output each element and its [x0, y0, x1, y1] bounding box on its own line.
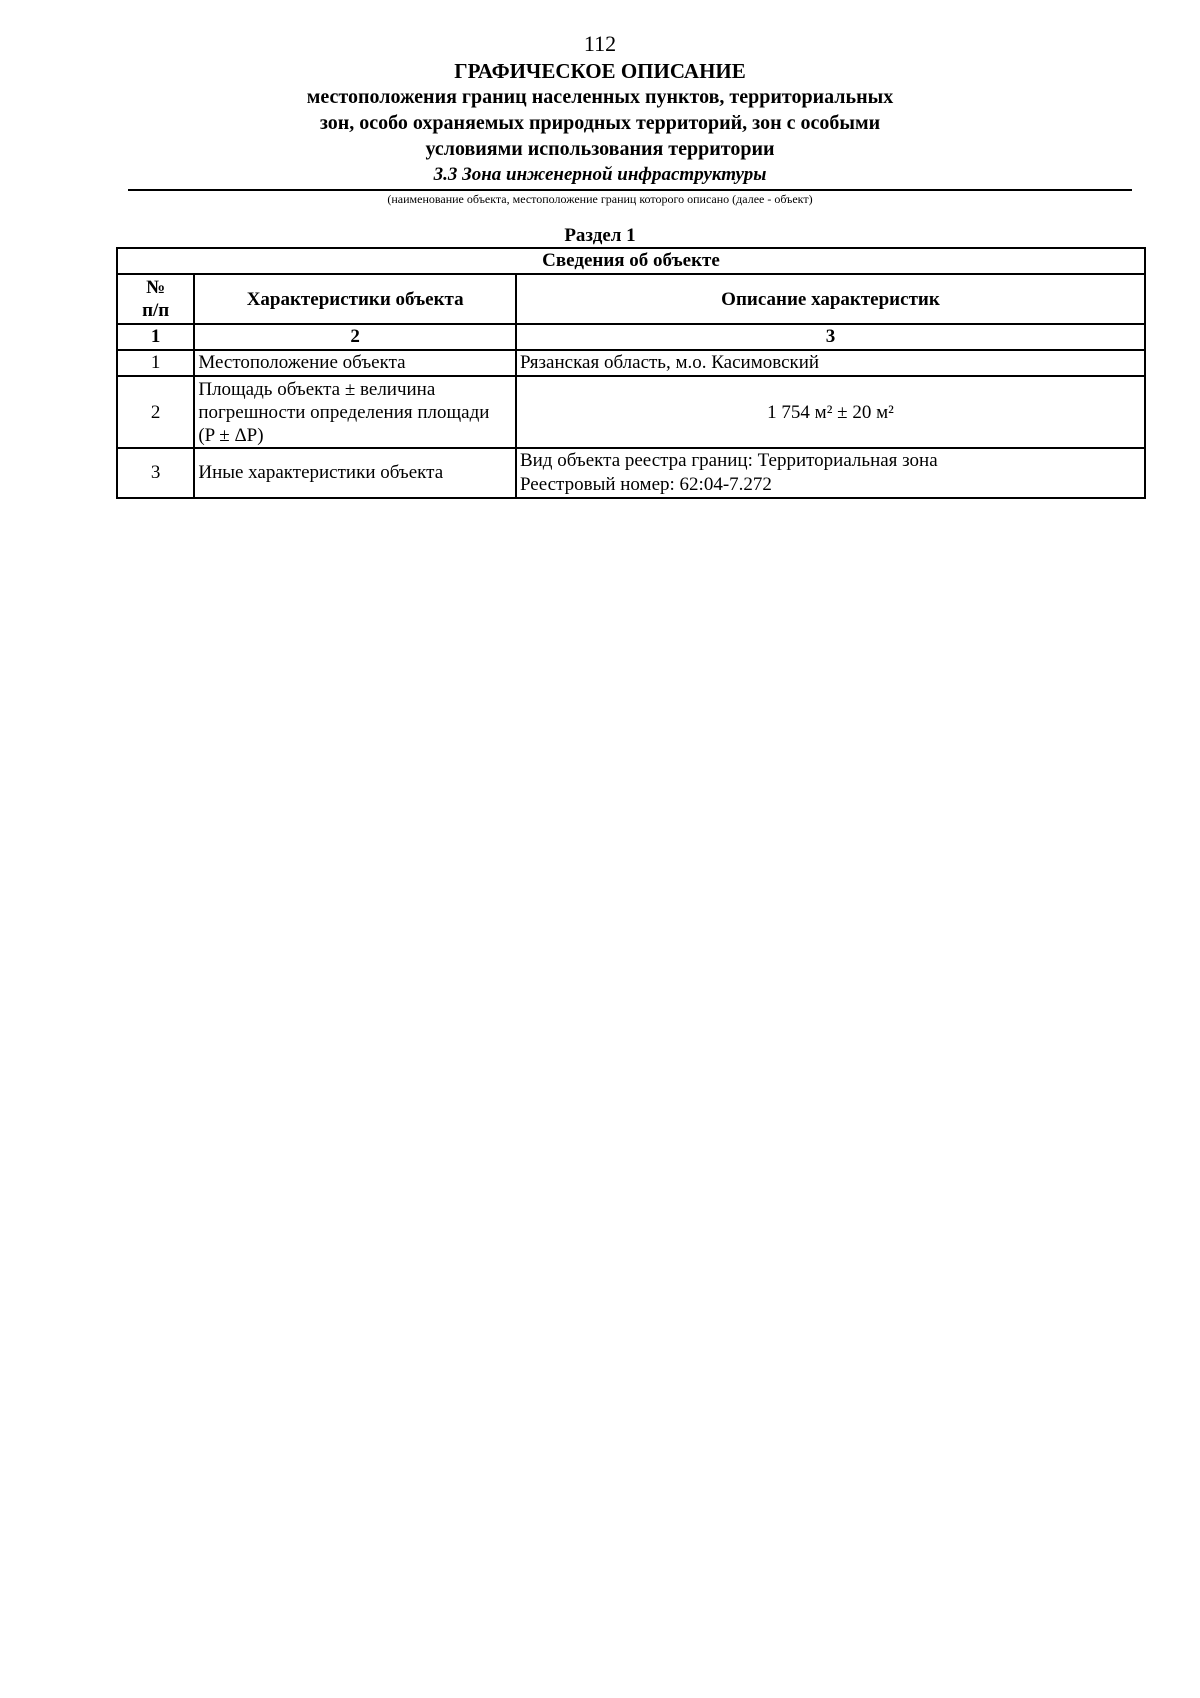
row-description-line: Реестровый номер: 62:04-7.272 [519, 474, 772, 495]
row-description: 1 754 м² ± 20 м² [516, 376, 1145, 448]
row-number: 1 [117, 350, 194, 376]
row-number: 2 [117, 376, 194, 448]
header-characteristics: Характеристики объекта [194, 274, 516, 324]
object-name-underline [128, 189, 1132, 191]
row-characteristic: Местоположение объекта [194, 350, 516, 376]
row-description-line: Вид объекта реестра границ: Территориальная зона [519, 450, 938, 471]
table-row [117, 376, 1145, 448]
row-characteristic [194, 376, 516, 448]
table-column-index-row [117, 324, 1145, 350]
object-name-caption: (наименование объекта, местоположение границ которого описано (далее - объект) [387, 192, 813, 206]
header-number-line: п/п [142, 300, 170, 321]
object-name: 3.3 Зона инженерной инфраструктуры [433, 164, 767, 185]
table-caption: Сведения об объекте [117, 248, 1145, 274]
subtitle-line: условиями использования территории [425, 138, 775, 160]
column-index: 3 [516, 324, 1145, 350]
row-characteristic-line: (P ± ΔP) [198, 424, 264, 446]
column-index: 1 [117, 324, 194, 350]
table-header-row [117, 274, 1145, 324]
row-number: 3 [117, 448, 194, 498]
header-number [117, 274, 194, 324]
document-title: ГРАФИЧЕСКОЕ ОПИСАНИЕ [454, 59, 746, 83]
row-characteristic-line: погрешности определения площади [198, 401, 490, 423]
table-row [117, 448, 1145, 498]
document-subtitle [0, 84, 1200, 162]
page-number: 112 [583, 31, 617, 56]
subtitle-line: местоположения границ населенных пунктов, территориальных [306, 86, 894, 108]
table-row [117, 350, 1145, 376]
column-index: 2 [194, 324, 516, 350]
section-title: Раздел 1 [564, 225, 636, 246]
row-description [516, 448, 1145, 498]
header-description: Описание характеристик [516, 274, 1145, 324]
header-number-line: № [146, 277, 166, 298]
table-caption-row [117, 248, 1145, 274]
row-characteristic-line: Площадь объекта ± величина [198, 378, 436, 400]
row-description: Рязанская область, м.о. Касимовский [516, 350, 1145, 376]
row-characteristic: Иные характеристики объекта [194, 448, 516, 498]
subtitle-line: зон, особо охраняемых природных территорий, зон с особыми [319, 112, 881, 134]
object-info-table [116, 247, 1146, 499]
